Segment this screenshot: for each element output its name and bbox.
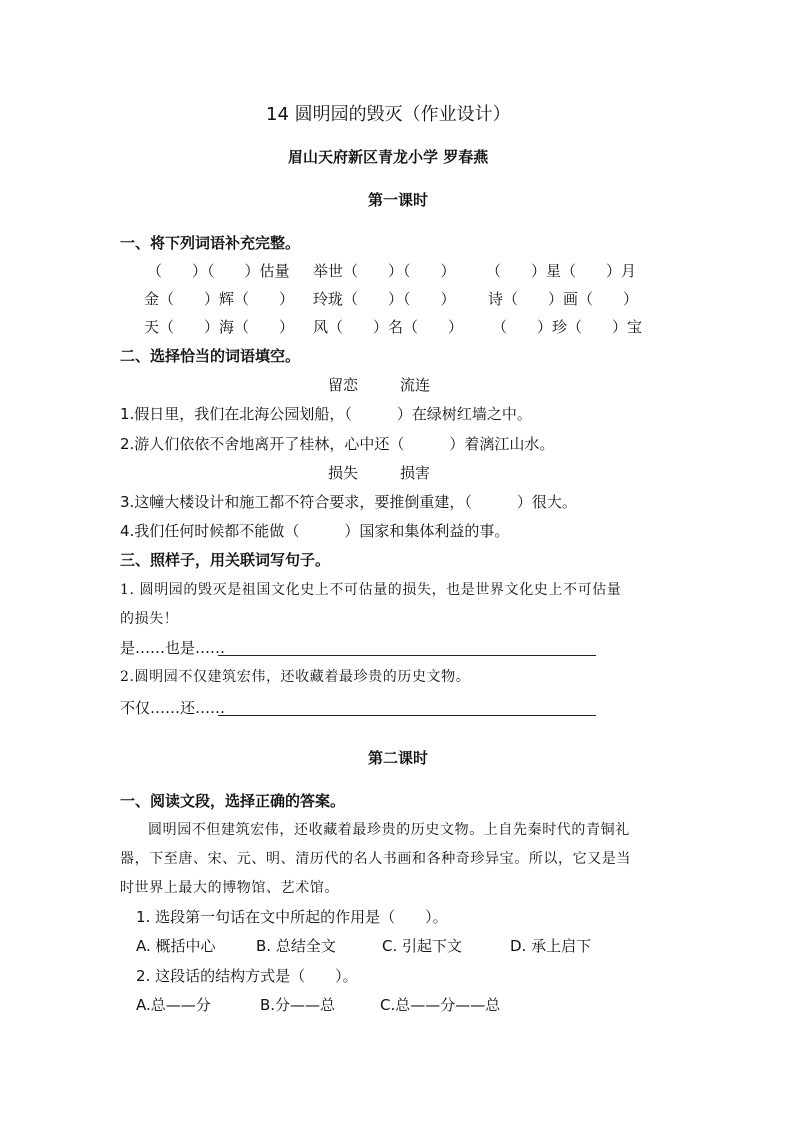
l1-q1-item: 风（ ）名（ ） — [313, 318, 464, 336]
answer-line — [218, 715, 596, 716]
option-d: D. 承上启下 — [510, 937, 592, 955]
l1-q1-item: （ ）星（ ）月 — [486, 262, 637, 280]
option-a: A. 概括中心 — [136, 937, 216, 955]
word-choice: 损失 — [328, 464, 359, 482]
option-b: B. 总结全文 — [256, 937, 336, 955]
l1-q1-item: 金（ ）辉（ ） — [144, 290, 295, 308]
reading-passage-line: 时世界上最大的博物馆、艺术馆。 — [120, 880, 339, 896]
example-sentence: 1. 圆明园的毁灭是祖国文化史上不可估量的损失，也是世界文化史上不可估量 — [120, 582, 622, 598]
l1-q1-item: 玲珑（ ）（ ） — [313, 290, 456, 308]
lesson1-heading: 第一课时 — [368, 191, 429, 209]
l1-q1-item: 举世（ ）（ ） — [313, 262, 456, 280]
l1-q1-item: 天（ ）海（ ） — [144, 318, 295, 336]
l1-q1-heading: 一、将下列词语补充完整。 — [120, 234, 301, 252]
example-sentence: 2.圆明园不仅建筑宏伟，还收藏着最珍贵的历史文物。 — [120, 669, 471, 685]
fill-sentence: 1.假日里，我们在北海公园划船，（ ）在绿树红墙之中。 — [120, 405, 532, 423]
option-a: A.总——分 — [136, 996, 211, 1014]
l1-q1-item: （ ）珍（ ）宝 — [492, 318, 643, 336]
fill-sentence: 3.这幢大楼设计和施工都不符合要求，要推倒重建，（ ）很大。 — [120, 493, 577, 511]
l1-q1-item: （ ）（ ）估量 — [147, 262, 290, 280]
option-c: C.总——分——总 — [380, 996, 501, 1014]
lesson2-heading: 第二课时 — [368, 749, 429, 767]
word-choice: 流连 — [400, 376, 431, 394]
l2-q1-heading: 一、阅读文段，选择正确的答案。 — [120, 792, 346, 810]
option-c: C. 引起下文 — [382, 937, 463, 955]
l1-q2-heading: 二、选择恰当的词语填空。 — [120, 347, 301, 365]
fill-sentence: 2.游人们依依不舍地离开了桂林，心中还（ ）着漓江山水。 — [120, 435, 555, 453]
l1-q1-item: 诗（ ）画（ ） — [488, 290, 639, 308]
pattern-prompt: 不仅……还…… — [120, 699, 226, 717]
word-choice: 留恋 — [328, 376, 359, 394]
sub-question: 2. 这段话的结构方式是（ ）。 — [136, 967, 358, 985]
reading-passage-line: 器，下至唐、宋、元、明、清历代的名人书画和各种奇珍异宝。所以，它又是当 — [120, 851, 631, 867]
pattern-prompt: 是……也是…… — [120, 639, 226, 657]
fill-sentence: 4.我们任何时候都不能做（ ）国家和集体利益的事。 — [120, 522, 510, 540]
word-choice: 损害 — [400, 464, 431, 482]
reading-passage-line: 圆明园不但建筑宏伟，还收藏着最珍贵的历史文物。上自先秦时代的青铜礼 — [148, 822, 630, 838]
option-b: B.分——总 — [260, 996, 336, 1014]
page-title: 14 圆明园的毁灭（作业设计） — [266, 104, 511, 125]
sub-question: 1. 选段第一句话在文中所起的作用是（ ）。 — [136, 908, 448, 926]
l1-q3-heading: 三、照样子，用关联词写句子。 — [120, 551, 331, 569]
answer-line — [218, 655, 596, 656]
example-sentence-cont: 的损失！ — [120, 611, 179, 627]
author-line: 眉山天府新区青龙小学 罗春燕 — [288, 148, 489, 166]
